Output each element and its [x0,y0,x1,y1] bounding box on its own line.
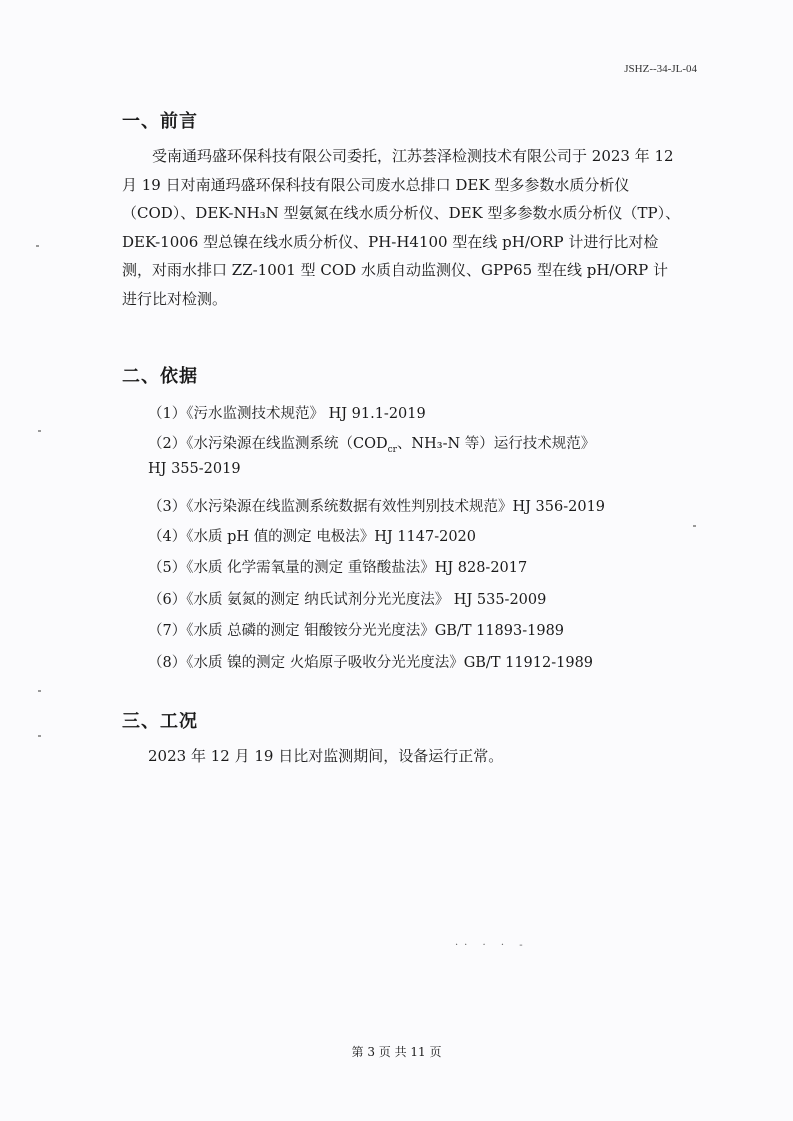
scan-speck [36,245,39,247]
reference-item [148,432,595,455]
preface-text: 受南通玛盛环保科技有限公司委托，江苏荟泽检测技术有限公司于 2023 年 12 月 19 日对南通玛盛环保科技有限公司废水总排口 DEK 型多参数水质分析仪（COD）、DEK-NH₃N 型氨氮在线水质分析仪、DEK 型多参数水质分析仪（TP）、DEK-1006 型总镍在线水质分析仪、PH-H4100 型在线 pH/ORP 计进行比对检测，对雨水排口 ZZ-1001 型 COD 水质自动监测仪、GPP65 型在线 pH/ORP 计进行比对检测。 [122,147,681,308]
reference-item-text: （2）《水污染源在线监测系统（COD [148,436,388,452]
scan-speck [38,690,41,692]
scan-speck [38,430,41,432]
reference-item: （5）《水质 化学需氧量的测定 重铬酸盐法》HJ 828-2017 [148,560,528,576]
scan-speck [693,525,696,527]
reference-item: （1）《污水监测技术规范》 HJ 91.1-2019 [148,406,426,422]
reference-item: （8）《水质 镍的测定 火焰原子吸收分光光度法》GB/T 11912-1989 [148,655,594,671]
page-number-footer: 第 3 页 共 11 页 [351,1045,442,1059]
scan-speck: ·· · · - [455,940,529,951]
reference-item: （3）《水污染源在线监测系统数据有效性判别技术规范》HJ 356-2019 [148,499,606,515]
section-heading-preface: 一、前言 [122,111,198,132]
preface-paragraph [122,142,682,314]
document-code: JSHZ--34-JL-04 [624,63,697,75]
section-heading-basis: 二、依据 [122,366,198,387]
scan-speck [38,735,41,737]
reference-item: （4）《水质 pH 值的测定 电极法》HJ 1147-2020 [148,529,476,545]
conditions-paragraph: 2023 年 12 月 19 日比对监测期间，设备运行正常。 [148,747,504,765]
section-heading-conditions: 三、工况 [122,711,198,732]
reference-item: （6）《水质 氨氮的测定 纳氏试剂分光光度法》 HJ 535-2009 [148,592,547,608]
reference-item-tail: 、NH₃-N 等）运行技术规范》 [396,436,596,452]
reference-subscript: cr [387,444,397,455]
reference-item: （7）《水质 总磷的测定 钼酸铵分光光度法》GB/T 11893-1989 [148,623,565,639]
reference-item-continuation: HJ 355-2019 [148,461,241,477]
